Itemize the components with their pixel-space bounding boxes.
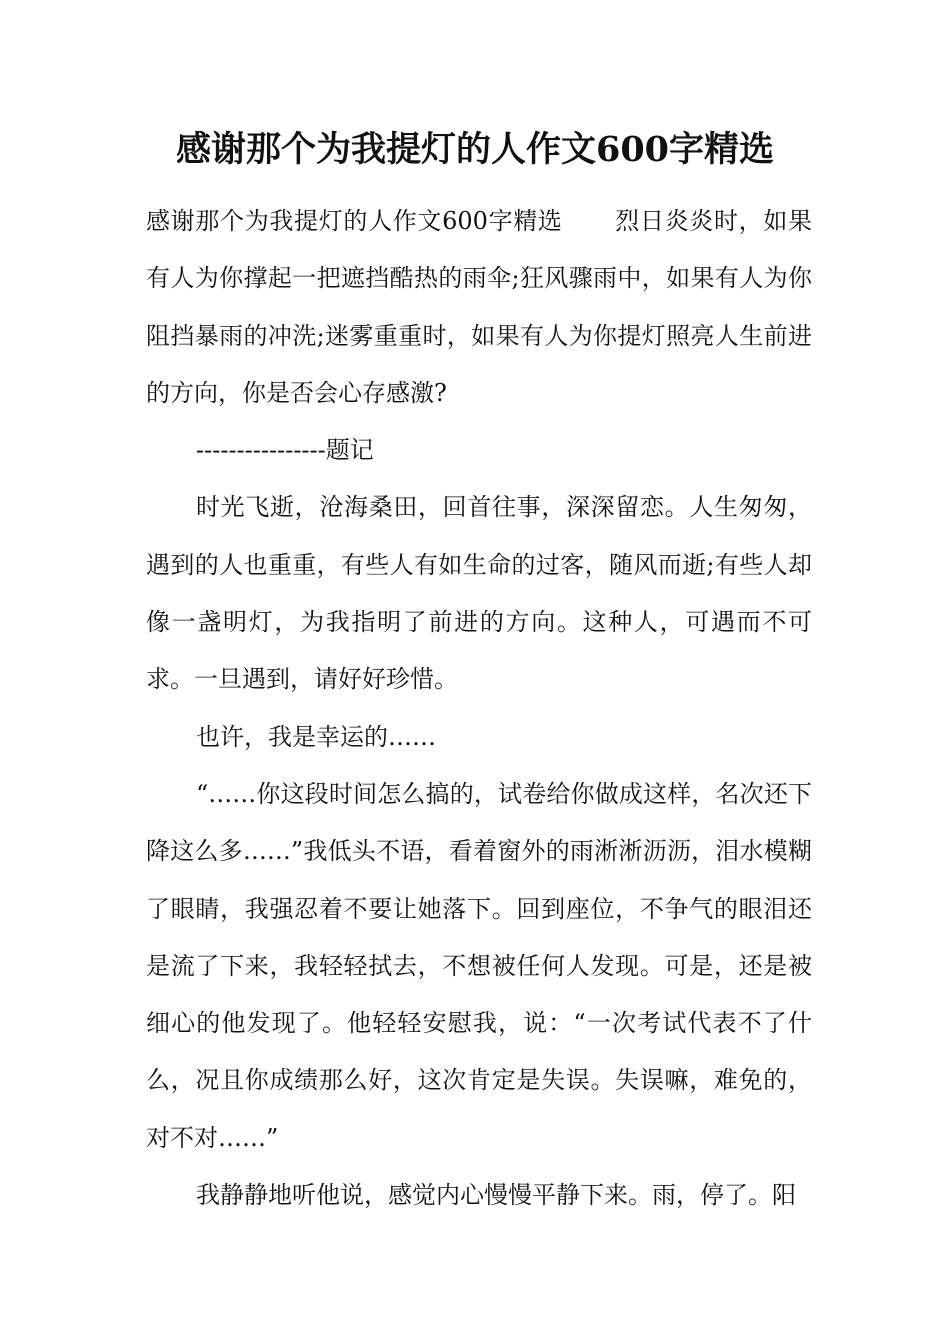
paragraph-intro (146, 193, 812, 422)
intro-lead: 感谢那个为我提灯的人作文600字精选 (146, 207, 563, 235)
page-title: 感谢那个为我提灯的人作文600字精选 (175, 129, 775, 170)
paragraph: 我静静地听他说，感觉内心慢慢平静下来。雨，停了。阳 (196, 1181, 796, 1210)
paragraph: 时光飞逝，沧海桑田，回首往事，深深留恋。人生匆匆，遇到的人也重重，有些人有如生命的过客，随风而逝;有些人却像一盏明灯，为我指明了前进的方向。这种人，可遇而不可求。一旦遇到，请好好珍惜。 (146, 493, 812, 694)
paragraph-epigraph: ----------------题记 (196, 436, 374, 465)
paragraph: “……你这段时间怎么搞的，试卷给你做成这样，名次还下降这么多……”我低头不语，看着窗外的雨淅淅沥沥，泪水模糊了眼睛，我强忍着不要让她落下。回到座位，不争气的眼泪还是流了下来，我轻轻拭去，不想被任何人发现。可是，还是被细心的他发现了。他轻轻安慰我，说：“一次考试代表不了什么，况且你成绩那么好，这次肯定是失误。失误嘛，难免的，对不对……” (146, 779, 812, 1152)
paragraph: 也许，我是幸运的…… (196, 722, 436, 751)
article-body (146, 193, 812, 1224)
intro-text: 烈日炎炎时，如果有人为你撑起一把遮挡酷热的雨伞;狂风骤雨中，如果有人为你阻挡暴雨的冲洗;迷雾重重时，如果有人为你提灯照亮人生前进的方向，你是否会心存感激? (146, 207, 813, 407)
